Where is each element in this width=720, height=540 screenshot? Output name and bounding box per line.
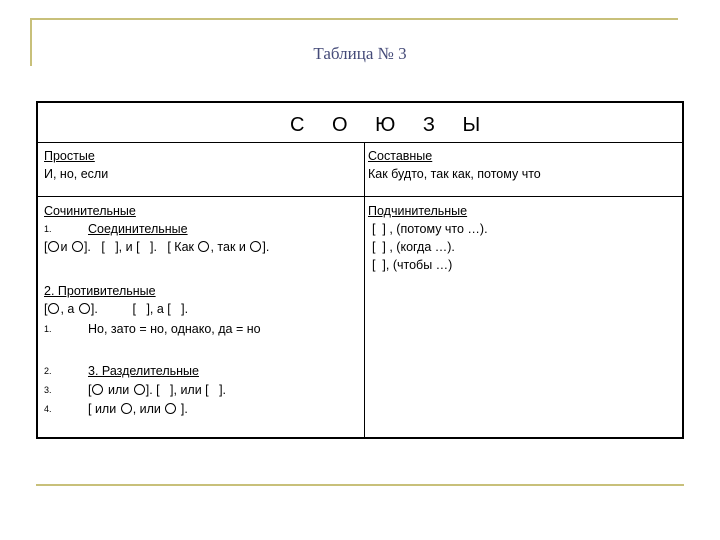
clause-circle <box>72 241 83 252</box>
connective-schema: [ и ]. [ ], и [ ]. [ Как , так и ]. <box>44 240 270 254</box>
disjunctive-marker-1: 2. <box>44 366 52 376</box>
disjunctive-marker-3: 4. <box>44 404 52 414</box>
clause-circle <box>48 303 59 314</box>
clause-circle <box>79 303 90 314</box>
clause-circle <box>48 241 59 252</box>
clause-circle <box>121 403 132 414</box>
compound-heading: Составные <box>368 149 433 163</box>
subordinating-line-1: [ ] , (потому что …). <box>372 222 488 236</box>
disjunctive-marker-2: 3. <box>44 385 52 395</box>
conjunctions-table <box>36 101 684 439</box>
disjunctive-label: 3. Разделительные <box>88 364 199 378</box>
simple-heading: Простые <box>44 149 95 163</box>
disjunctive-schema-1: [ или ]. [ ], или [ ]. <box>88 383 227 397</box>
decorative-top-line <box>30 18 678 20</box>
table-header-text: С О Ю З Ы <box>290 114 492 136</box>
adversative-schema: [ , а ]. [ ], а [ ]. <box>44 302 189 316</box>
simple-examples: И, но, если <box>44 167 109 181</box>
coordinating-heading: Сочинительные <box>44 204 136 218</box>
clause-circle <box>198 241 209 252</box>
adversative-marker: 1. <box>44 324 52 334</box>
clause-circle <box>250 241 261 252</box>
decorative-bottom-line <box>36 484 684 486</box>
disjunctive-schema-2: [ или , или ]. <box>88 402 188 416</box>
adversative-examples: Но, зато = но, однако, да = но <box>88 322 261 336</box>
clause-circle <box>92 384 103 395</box>
clause-circle <box>165 403 176 414</box>
adversative-label: 2. Противительные <box>44 284 156 298</box>
subordinating-heading: Подчинительные <box>368 204 468 218</box>
subordinating-line-2: [ ] , (когда …). <box>372 240 455 254</box>
subordinating-line-3: [ ], (чтобы …) <box>372 258 453 272</box>
row-divider <box>38 196 682 197</box>
clause-circle <box>134 384 145 395</box>
connective-label: Соединительные <box>88 222 188 236</box>
connective-marker: 1. <box>44 224 52 234</box>
column-divider <box>364 143 365 437</box>
compound-examples: Как будто, так как, потому что <box>368 167 541 181</box>
page-title: Таблица № 3 <box>313 44 407 63</box>
table-header <box>38 103 682 143</box>
